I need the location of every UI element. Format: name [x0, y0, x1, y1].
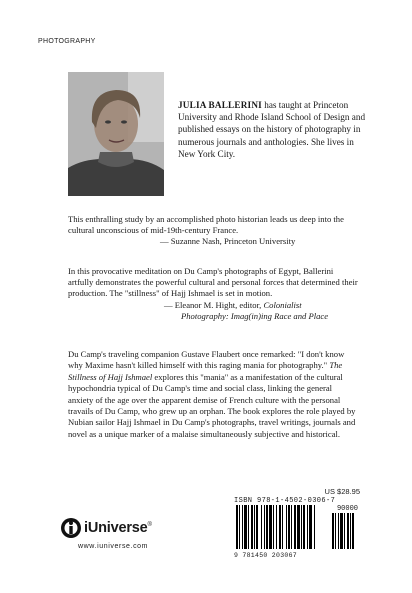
barcode-bars: [234, 505, 358, 559]
description-book-title: The Stillness of Hajj Ishmael: [68, 360, 343, 382]
barcode: [234, 505, 358, 559]
price-label: US $28.95: [324, 487, 360, 496]
endorsement-2-book-title-2: Photography: Imag(in)ing Race and Place: [181, 310, 329, 321]
endorsement-2-attribution-prefix: — Eleanor M. Hight, editor,: [164, 299, 262, 310]
endorsement-2-book-title-1: Colonialist: [263, 299, 302, 310]
author-name: JULIA BALLERINI: [178, 100, 262, 110]
ean-number: 9 781450 203067: [234, 552, 298, 559]
author-portrait-image: [68, 72, 164, 196]
description-part-1: Du Camp's traveling companion Gustave Flaubert once remarked: "I don't know why Maxime hasn't killed himself with this raging mania for photography.": [68, 349, 345, 371]
publisher-name-text: iUniverse: [84, 520, 148, 536]
endorsement-2-attribution: [68, 300, 358, 311]
description-part-2: explores this "mania" as a manifestation of the cultural hypochondria typical of Du Camp's time and social class, linking the general anxiety of the age over the apparent demise of French culture with the personal travails of Du Camp, who grew up an orphan. The book explores the role played by Nubian sailor Hajj Ishmael in Du Camp's photographs, travel writings, journals and novel as a unique marker of a malaise simultaneously subjective and historical.: [68, 371, 356, 439]
endorsement-1: [68, 214, 358, 248]
category-label: PHOTOGRAPHY: [38, 38, 96, 45]
publisher-logo: [60, 517, 170, 559]
publisher-url: www.iuniverse.com: [78, 543, 149, 550]
endorsement-2: [68, 266, 358, 322]
endorsement-2-text: In this provocative meditation on Du Camp's photographs of Egypt, Ballerini artfully demonstrates the powerful cultural and personal forces that determined their production. The "stillness" of Hajj Ishmael is set in motion.: [68, 266, 358, 299]
author-photo: [68, 72, 164, 196]
endorsement-1-attribution: — Suzanne Nash, Princeton University: [160, 236, 296, 247]
author-bio-text: has taught at Princeton University and Rhode Island School of Design and published essays on the history of photography in numerous journals and anthologies. She lives in New York City.: [178, 100, 366, 159]
endorsement-1-text: This enthralling study by an accomplished photo historian leads us deep into the cultural unconscious of mid-19th-century France.: [68, 214, 344, 236]
publisher-trademark: ®: [147, 522, 152, 529]
book-description: [68, 349, 358, 440]
price-code: 90000: [336, 505, 358, 513]
author-bio: [178, 99, 368, 160]
iuniverse-swirl-icon: [60, 517, 82, 539]
publisher-name: [84, 520, 152, 536]
isbn-label: ISBN 978-1-4502-0306-7: [234, 497, 336, 505]
